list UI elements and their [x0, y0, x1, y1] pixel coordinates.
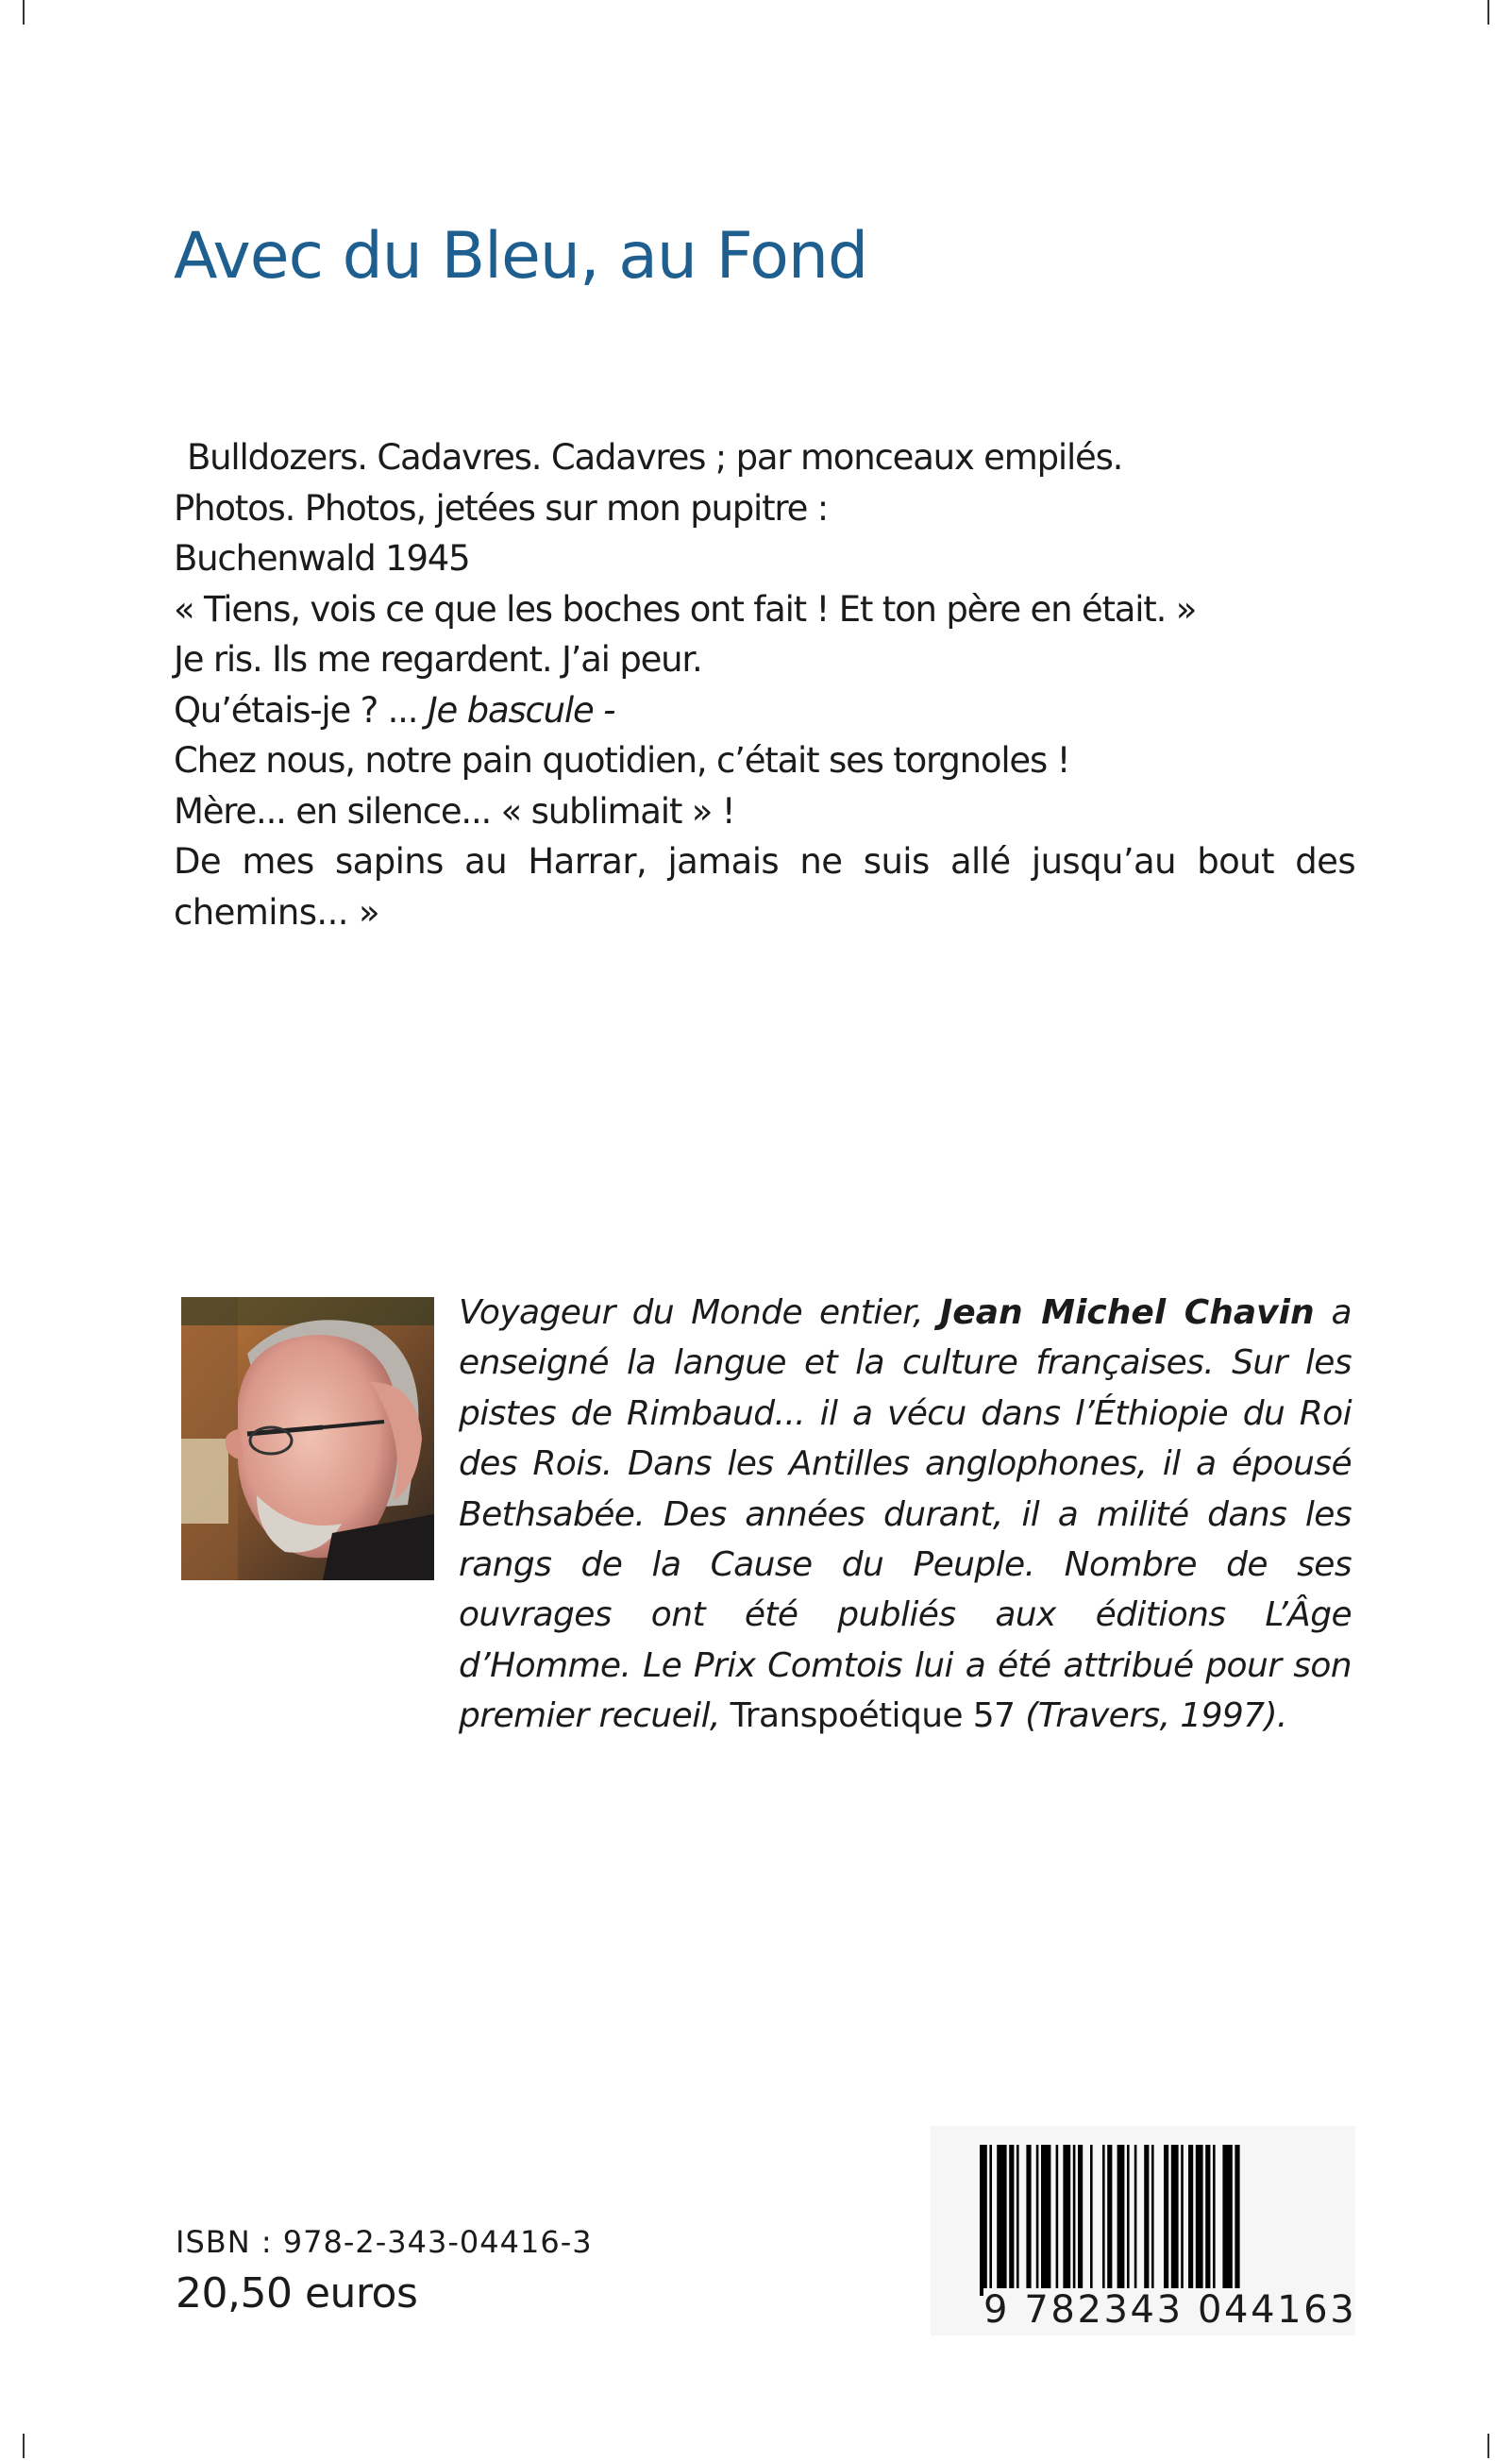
- barcode-bar: [1196, 2145, 1203, 2296]
- barcode-bar: [1041, 2145, 1050, 2296]
- barcode-bar: [1205, 2145, 1210, 2296]
- author-name: Jean Michel Chavin: [939, 1293, 1315, 1332]
- barcode-bar: [1107, 2145, 1112, 2296]
- poem-line-with-italic: [174, 685, 1355, 736]
- barcode-bar: [980, 2145, 987, 2296]
- poem-line-part: Qu’étais-je ? ...: [174, 689, 418, 731]
- barcode-bar: [1181, 2145, 1184, 2296]
- barcode-bar: [1073, 2145, 1076, 2296]
- barcode-bar: [1222, 2145, 1232, 2296]
- barcode-bar: [1026, 2145, 1031, 2296]
- barcode-bar: [1151, 2145, 1154, 2296]
- barcode-bar: [989, 2145, 992, 2296]
- barcode-bar: [1213, 2145, 1216, 2296]
- poem-line: Chez nous, notre pain quotidien, c’était ses torgnoles !: [174, 740, 1070, 781]
- barcode-bar: [1090, 2145, 1093, 2296]
- poem-line: Photos. Photos, jetées sur mon pupitre :: [174, 487, 828, 529]
- poem-line: Je ris. Ils me regardent. J’ai peur.: [174, 639, 702, 680]
- barcode-bar: [1056, 2145, 1059, 2296]
- barcode-bar: [1009, 2145, 1014, 2296]
- bio-body: a enseigné la langue et la culture françaises. Sur les pistes de Rimbaud... il a vécu dans l’Éthiopie du Roi des Rois. Dans les Antilles anglophones, il a épousé Bethsabée. Des années durant, il a milité dans les rangs de la Cause du Peuple. Nombre de ses ouvrages ont été publiés aux éditions L’Âge d’Homme. Le Prix Comtois lui a été attribué pour son premier recueil,: [459, 1293, 1352, 1736]
- barcode-digits: 9 782343 044163: [983, 2288, 1357, 2332]
- price: 20,50 euros: [176, 2269, 418, 2318]
- barcode-bar: [1036, 2145, 1039, 2296]
- barcode-bar: [1235, 2145, 1239, 2296]
- crop-mark-top-left: [23, 0, 25, 25]
- poem-line-italic-part: Je bascule -: [427, 689, 615, 731]
- book-reference-info: (Travers, 1997).: [1015, 1696, 1287, 1736]
- barcode-bar: [1102, 2145, 1105, 2296]
- barcode-bar: [997, 2145, 1006, 2296]
- barcode-bar: [1117, 2145, 1125, 2296]
- poem-line: Bulldozers. Cadavres. Cadavres ; par monceaux empilés.: [187, 437, 1123, 478]
- author-bio: [459, 1288, 1352, 1742]
- author-photo: [181, 1297, 434, 1580]
- barcode-bar: [1144, 2145, 1149, 2296]
- barcode-bar: [1127, 2145, 1130, 2296]
- poem-line: Buchenwald 1945: [174, 538, 470, 579]
- barcode-bar: [1171, 2145, 1179, 2296]
- poem-line: « Tiens, vois ce que les boches ont fait ! Et ton père en était. »: [174, 588, 1197, 630]
- crop-mark-top-right: [1487, 0, 1489, 25]
- barcode-bar: [1134, 2145, 1137, 2296]
- crop-mark-bottom-left: [23, 2434, 25, 2458]
- barcode-bar: [1078, 2145, 1083, 2296]
- crop-mark-bottom-right: [1487, 2434, 1489, 2458]
- barcode-bar: [1188, 2145, 1193, 2296]
- poem-line: De mes sapins au Harrar, jamais ne suis allé jusqu’au bout des chemins... »: [174, 841, 1355, 933]
- barcode-bar: [1164, 2145, 1168, 2296]
- book-reference-title: Transpoétique 57: [730, 1696, 1016, 1736]
- barcode-bar: [1016, 2145, 1019, 2296]
- barcode-bar: [1063, 2145, 1070, 2296]
- poem-line: Mère... en silence... « sublimait » !: [174, 790, 735, 832]
- bio-intro: Voyageur du Monde entier,: [459, 1293, 940, 1332]
- book-title: Avec du Bleu, au Fond: [174, 219, 868, 294]
- poem-excerpt: [174, 432, 1355, 937]
- isbn: ISBN : 978-2-343-04416-3: [176, 2224, 593, 2260]
